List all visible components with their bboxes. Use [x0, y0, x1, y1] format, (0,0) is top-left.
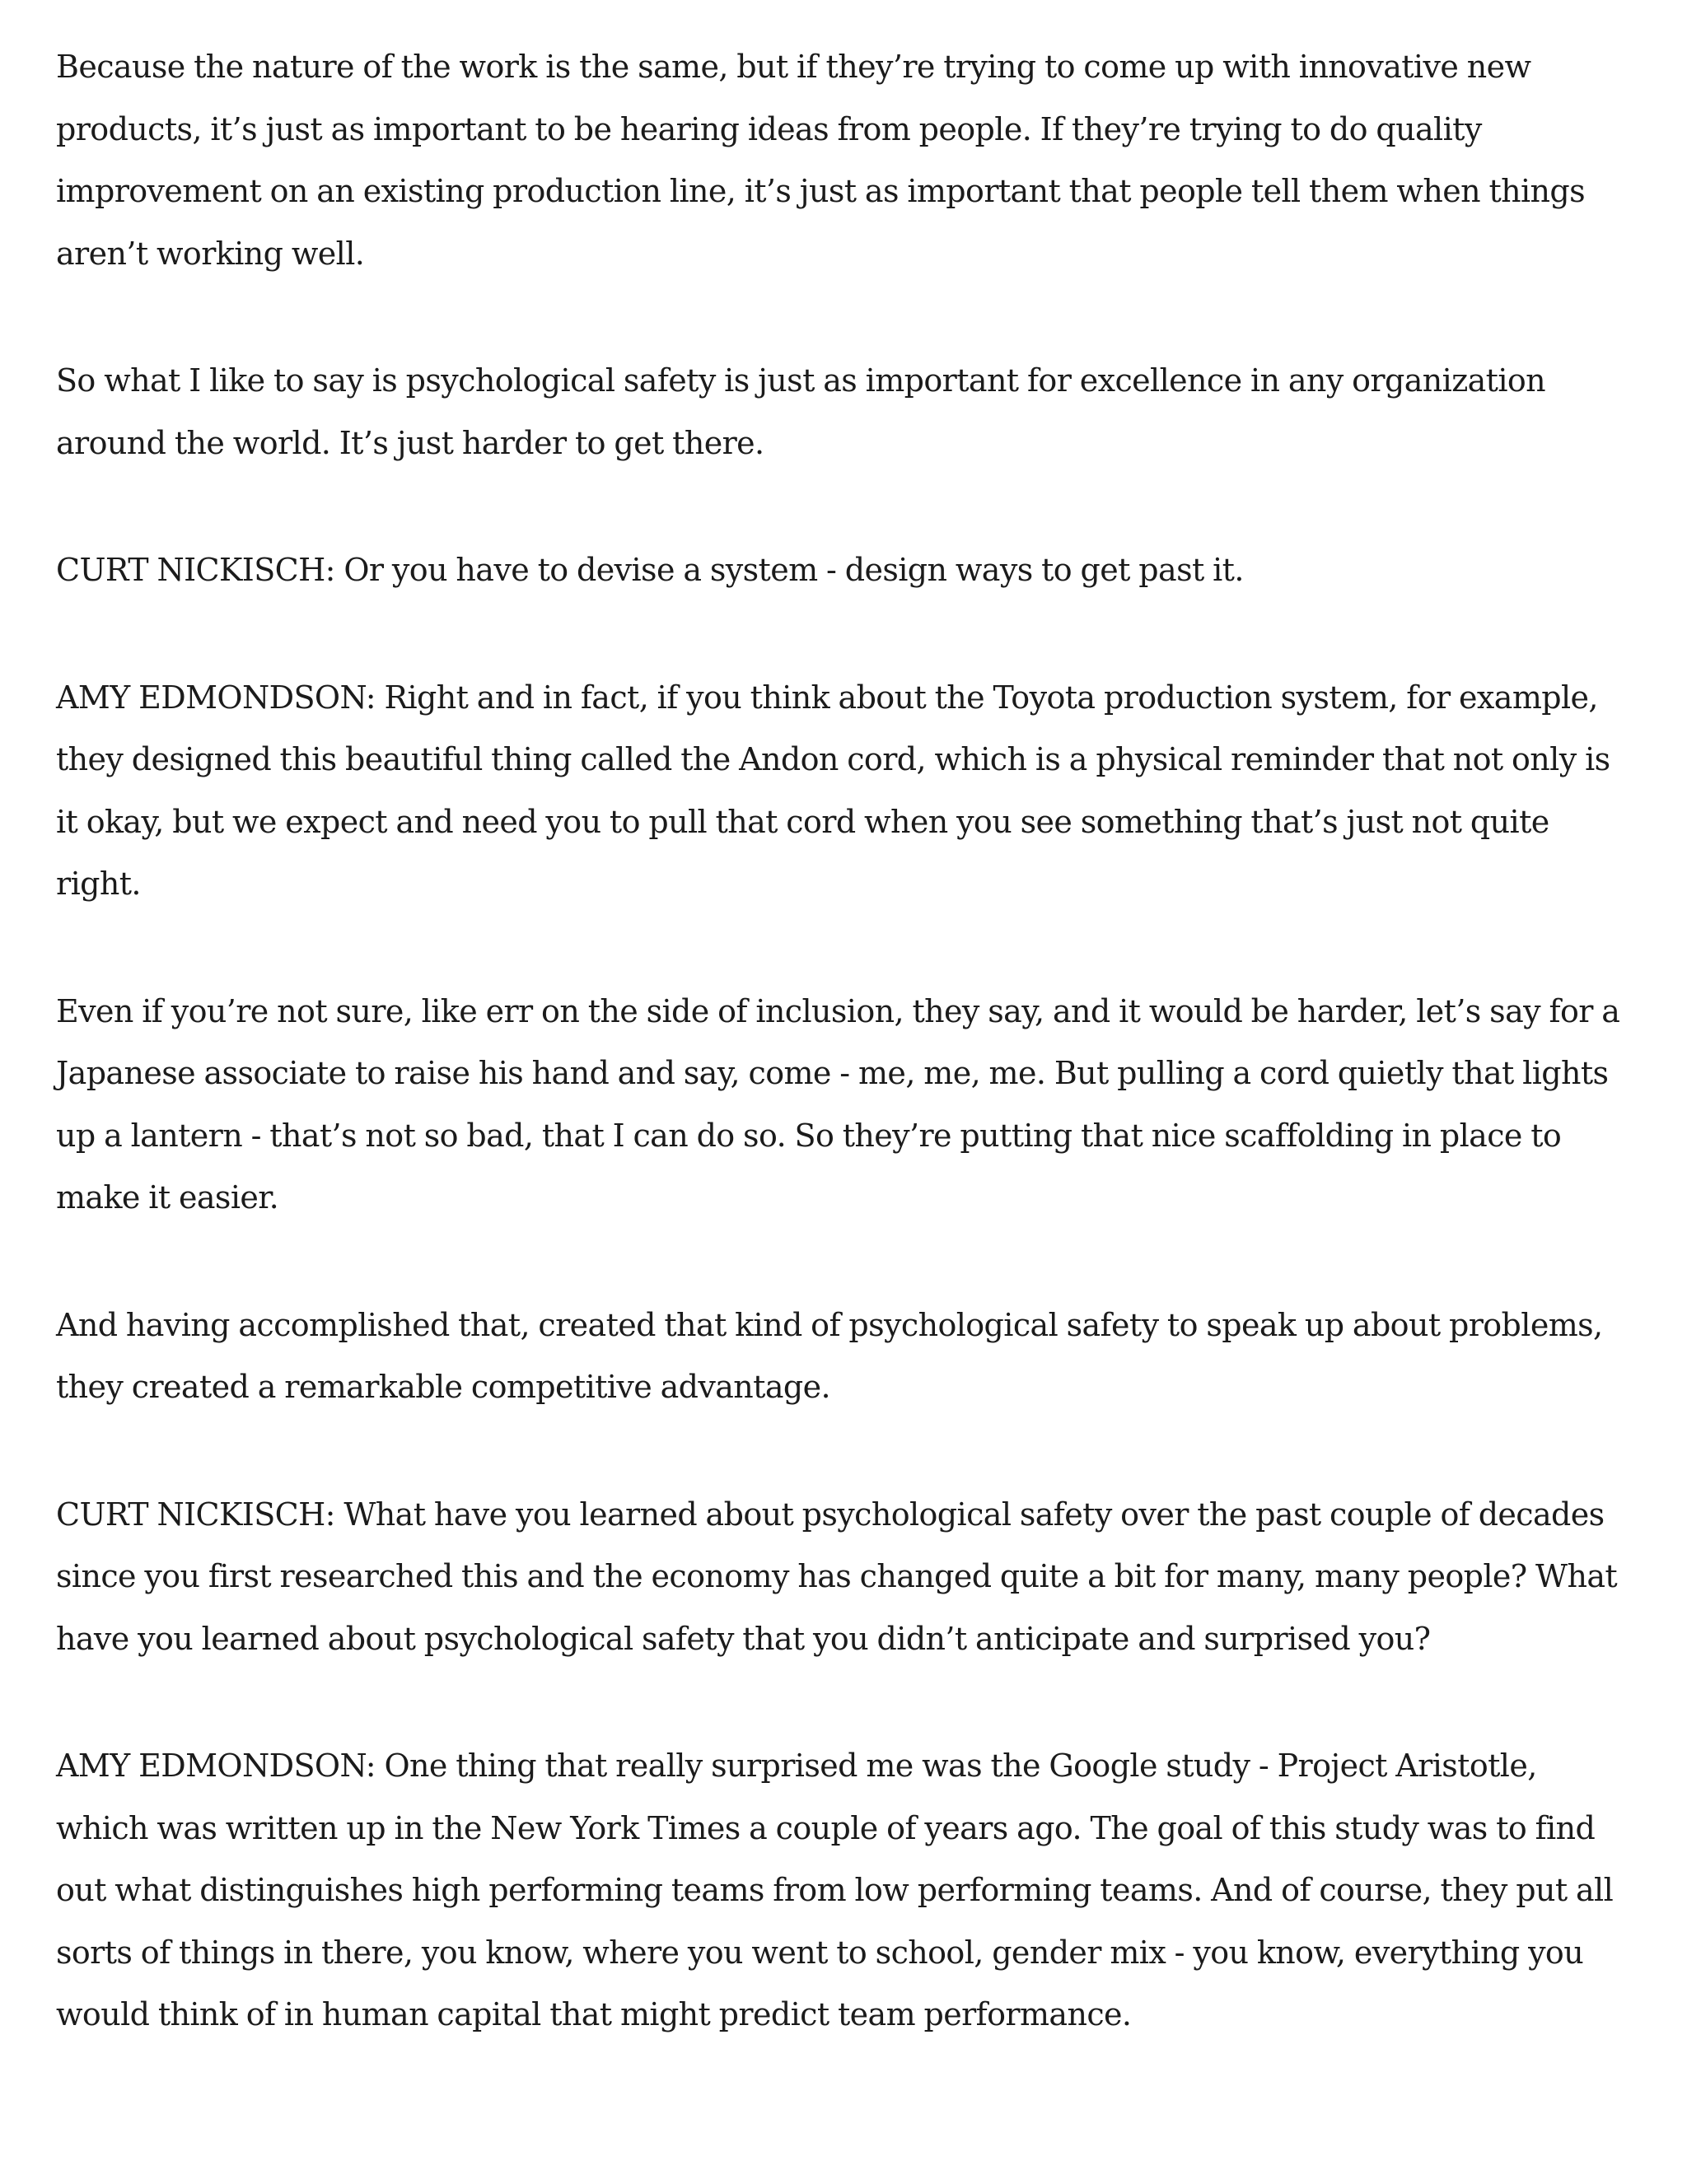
paragraph-curt-question: CURT NICKISCH: What have you learned about psychological safety over the past couple of decades since you first researched this and the economy has changed quite a bit for many, many people? What have you learned about psychological safety that you didn’t anticipate and surprised you? — [56, 1496, 1618, 1657]
article-body — [56, 36, 1638, 2046]
paragraph-nature-of-work: Because the nature of the work is the same, but if they’re trying to come up with innovative new products, it’s just as important to be hearing ideas from people. If they’re trying to do quality improvement on an existing production line, it’s just as important that people tell them when things aren’t working well. — [56, 49, 1586, 272]
paragraph-curt-devise-system: CURT NICKISCH: Or you have to devise a system - design ways to get past it. — [56, 552, 1244, 588]
paragraph-competitive-advantage: And having accomplished that, created that kind of psychological safety to speak up about problems, they created a remarkable competitive advantage. — [56, 1306, 1603, 1405]
paragraph-andon-cord: Even if you’re not sure, like err on the side of inclusion, they say, and it would be harder, let’s say for a Japanese associate to raise his hand and say, come - me, me, me. But pulling a cord quietly that lights up a lantern - that’s not so bad, that I can do so. So they’re putting that nice scaffolding in place to make it easier. — [56, 992, 1620, 1216]
paragraph-amy-google-study: AMY EDMONDSON: One thing that really surprised me was the Google study - Project Aristotle, which was written up in the New York Times a couple of years ago. The goal of this study was to find out what distinguishes high performing teams from low performing teams. And of course, they put all sorts of things in there, you know, where you went to school, gender mix - you know, everything you would think of in human capital that might predict team performance. — [56, 1748, 1614, 2032]
paragraph-psychological-safety-importance: So what I like to say is psychological safety is just as important for excellence in any organization around the world. It’s just harder to get there. — [56, 362, 1546, 461]
paragraph-amy-toyota: AMY EDMONDSON: Right and in fact, if you think about the Toyota production system, for example, they designed this beautiful thing called the Andon cord, which is a physical reminder that not only is it okay, but we expect and need you to pull that cord when you see something that’s just not quite right. — [56, 679, 1610, 902]
